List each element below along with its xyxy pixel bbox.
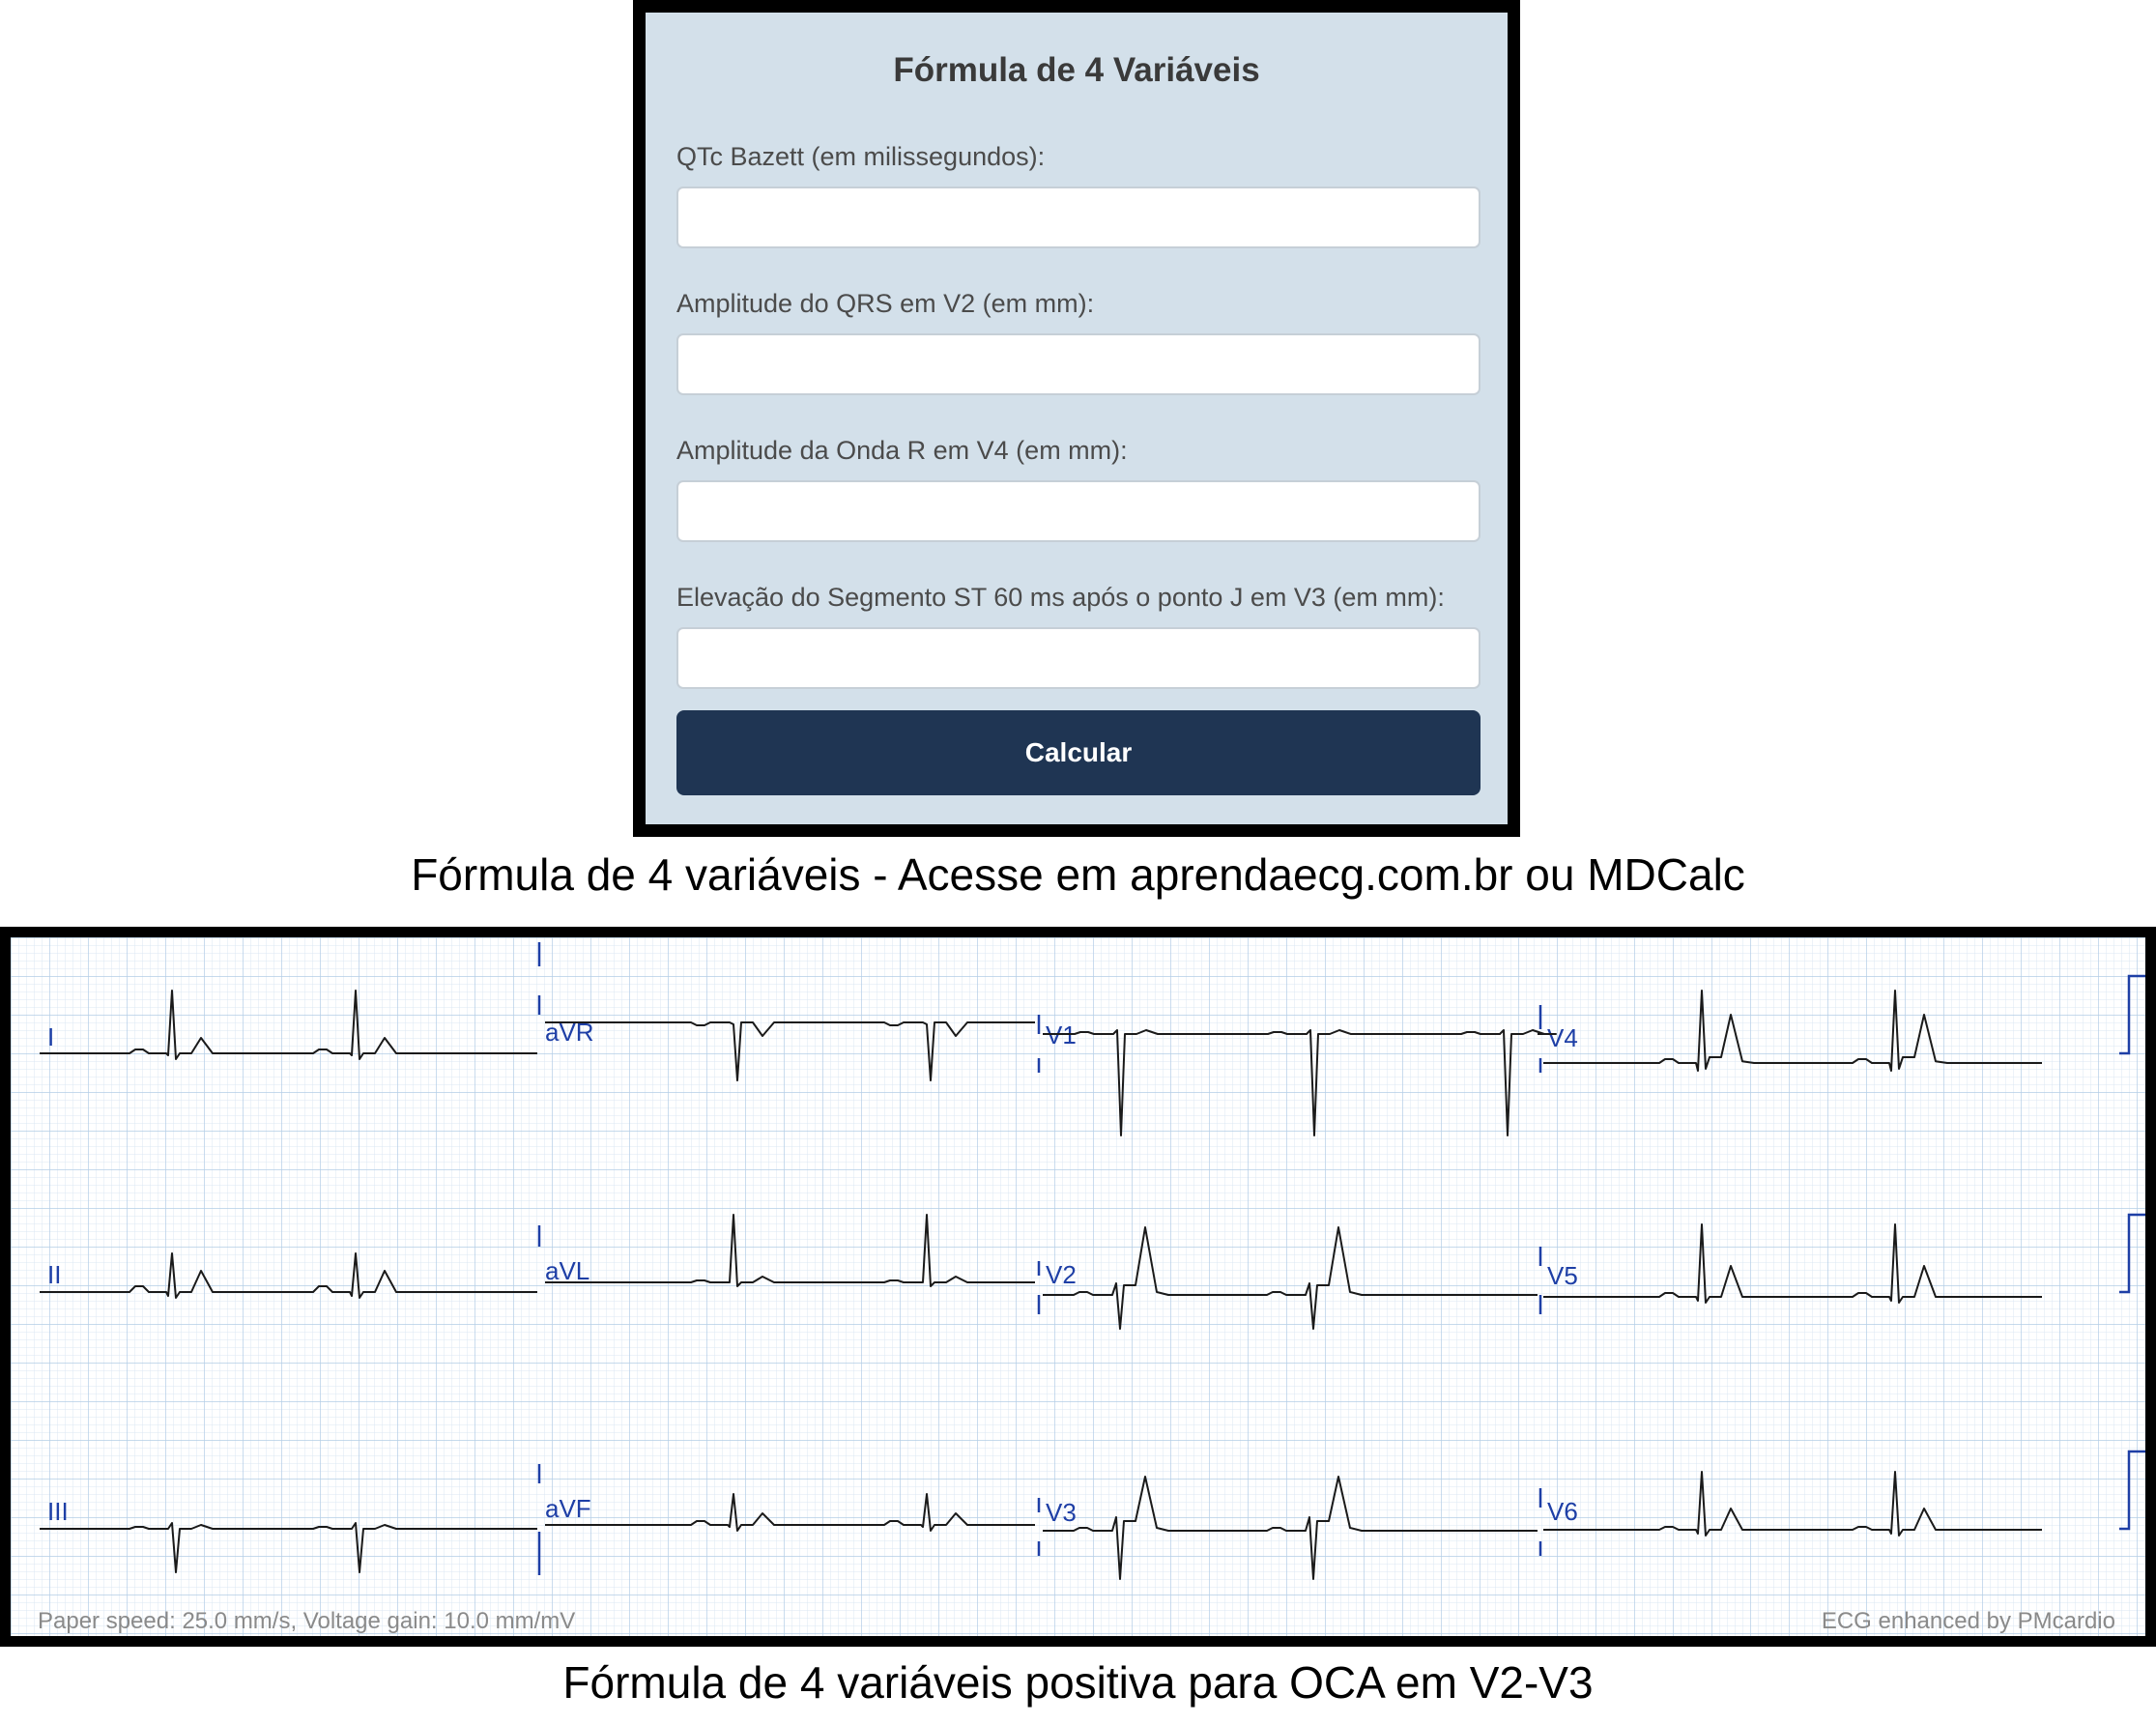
qrs-amplitude-v2-label: Amplitude do QRS em V2 (em mm):: [676, 289, 1095, 318]
lead-label-avr: aVR: [545, 1018, 594, 1047]
st-elevation-v3-input[interactable]: [676, 627, 1480, 689]
lead-label-v2: V2: [1046, 1260, 1077, 1289]
lead-label-v1: V1: [1046, 1020, 1077, 1049]
lead-label-v4: V4: [1547, 1023, 1578, 1052]
caption-bottom: Fórmula de 4 variáveis positiva para OCA em V2-V3: [562, 1657, 1594, 1708]
lead-label-avl: aVL: [545, 1256, 590, 1285]
qrs-amplitude-v2-input[interactable]: [676, 333, 1480, 395]
lead-label-i: I: [47, 1022, 55, 1051]
ecg-footer-right: ECG enhanced by PMcardio: [1821, 1608, 2115, 1634]
ecg-footer-left: Paper speed: 25.0 mm/s, Voltage gain: 10.0 mm/mV: [38, 1608, 576, 1634]
calculator-title: Fórmula de 4 Variáveis: [893, 51, 1260, 89]
r-wave-amplitude-v4-input[interactable]: [676, 480, 1480, 542]
calculate-button[interactable]: Calcular: [676, 710, 1480, 795]
ecg-strip: [0, 927, 2156, 1647]
lead-label-v5: V5: [1547, 1261, 1578, 1290]
lead-label-v6: V6: [1547, 1497, 1578, 1526]
lead-label-ii: II: [47, 1260, 62, 1289]
qtc-bazett-label: QTc Bazett (em milissegundos):: [676, 142, 1046, 171]
ecg-grid: [11, 937, 2145, 1636]
caption-top: Fórmula de 4 variáveis - Acesse em aprendaecg.com.br ou MDCalc: [411, 849, 1745, 900]
r-wave-amplitude-v4-label: Amplitude da Onda R em V4 (em mm):: [676, 436, 1128, 465]
st-elevation-v3-label: Elevação do Segmento ST 60 ms após o ponto J em V3 (em mm):: [676, 583, 1445, 612]
lead-label-avf: aVF: [545, 1494, 591, 1523]
qtc-bazett-input[interactable]: [676, 187, 1480, 248]
ecg-chart: [11, 937, 2145, 1636]
lead-label-v3: V3: [1046, 1498, 1077, 1527]
calculator-card: [633, 0, 1520, 837]
lead-label-iii: III: [47, 1497, 69, 1526]
